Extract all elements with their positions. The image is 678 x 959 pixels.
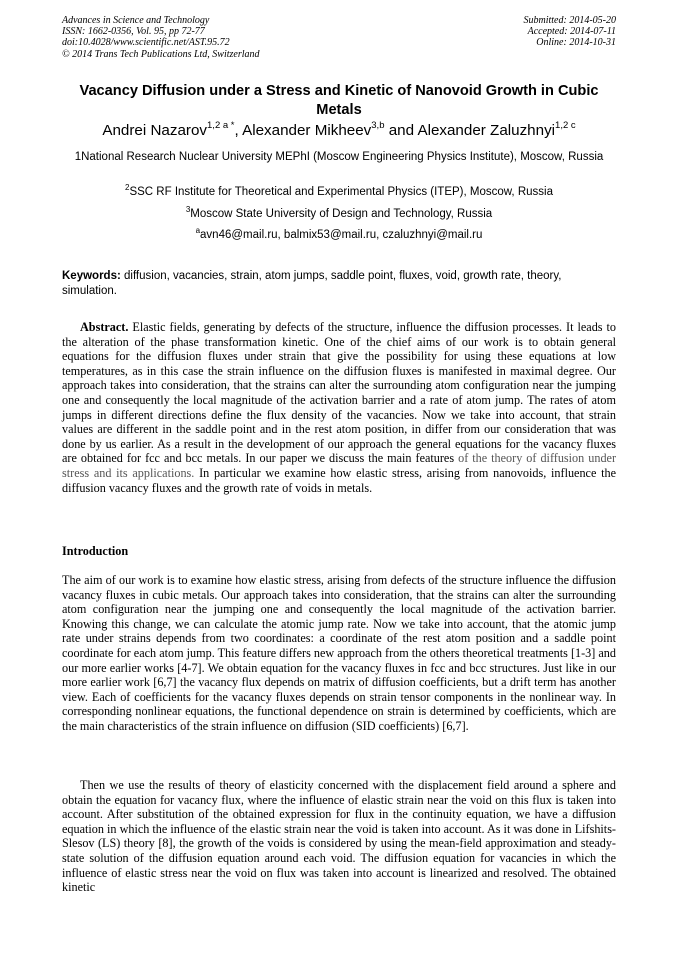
abstract-text-gray: of the theory of diffusion under stress and its applications. bbox=[62, 451, 617, 480]
introduction-paragraph-2: Then we use the results of theory of elasticity concerned with the displacement field around a sphere and obtain the equation for vacancy flux, where the influence of elastic strain near the void on this flux is taken into account. After substitution of the obtained expression for flux in the continuity equation, we have a diffusion equation in which the influence of the elastic strain near the void is taken into account. As it was done in Lifshits-Slesov (LS) theory [8], the growth of the voids is considered by using the mean-field approximation and steady-state solution of the diffusion equation around each void. The diffusion equation for vacancies in which the influence of elastic stress near the void on flux was taken into account is linearized and resolved. The obtained kinetic bbox=[62, 778, 616, 895]
introduction-heading: Introduction bbox=[62, 544, 129, 558]
submitted-date: Submitted: 2014-05-20 bbox=[523, 15, 616, 26]
author-affiliation-mark: 3,b bbox=[371, 120, 385, 131]
journal-doi: doi:10.4028/www.scientific.net/AST.95.72 bbox=[62, 37, 230, 49]
keywords-label: Keywords: bbox=[62, 270, 121, 282]
abstract-label: Abstract. bbox=[80, 320, 129, 334]
abstract-text: Elastic fields, generating by defects of the structure, influence the diffusion processes. It leads to the alteration of the phase transformation kinetic. One of the chief aims of our work is to obtain general equations for the diffusion fluxes under strain that give the possibility for using these equations at low temperatures, as in this case the strain influence on the diffusion fluxes is manifested in maximal degree. Our approach takes into consideration, that the strains can alter the surrounding atom configuration near the jumping one and consequently the local magnitude of the activation barrier and a rate of atom jump. The rates of atom jumps in different directions define the flux density of the vacancies. Now we take into account, that strain values are different in the saddle point and in the rest atom position, in differ from our consideration that was done by us earlier. As a result in the development of our approach the general equations for the vacancy fluxes are obtained for fcc and bcc metals. In our paper we discuss the main features bbox=[62, 320, 616, 466]
abstract-text-end: In particular we examine how elastic stress, arising from nanovoids, influence the diffusion vacancy fluxes and the growth rate of voids in metals. bbox=[62, 465, 616, 495]
author-name: Alexander Zaluzhnyi bbox=[417, 122, 556, 139]
affiliation-mark: 2 bbox=[125, 183, 130, 192]
journal-issn: ISSN: 1662-0356, Vol. 95, pp 72-77 bbox=[62, 26, 205, 38]
affiliation-text: 1National Research Nuclear University MEPhI (Moscow Engineering Physics Institute), Moscow, Russia bbox=[74, 151, 604, 163]
email-mark: a bbox=[195, 226, 201, 235]
dates-block bbox=[524, 15, 617, 49]
email-list: avn46@mail.ru, balmix53@mail.ru, czaluzhnyi@mail.ru bbox=[200, 229, 483, 241]
paper-title: Vacancy Diffusion under a Stress and Kinetic of Nanovoid Growth in Cubic Metals bbox=[79, 83, 599, 118]
keywords-block bbox=[62, 269, 616, 298]
affiliation-mark: 3 bbox=[185, 205, 191, 214]
author-affiliation-mark: 1,2 c bbox=[555, 120, 576, 131]
keywords-text: diffusion, vacancies, strain, atom jumps, saddle point, fluxes, void, growth rate, theory, simulation. bbox=[62, 270, 562, 297]
abstract-block bbox=[62, 320, 616, 495]
affiliation-text: SSC RF Institute for Theoretical and Experimental Physics (ITEP), Moscow, Russia bbox=[129, 186, 553, 198]
journal-name: Advances in Science and Technology bbox=[62, 15, 210, 26]
author-name: Alexander Mikheev bbox=[242, 122, 372, 139]
accepted-date: Accepted: 2014-07-11 bbox=[527, 26, 616, 38]
journal-copyright: © 2014 Trans Tech Publications Ltd, Switzerland bbox=[62, 48, 260, 60]
online-date: Online: 2014-10-31 bbox=[536, 37, 616, 49]
author-name: Andrei Nazarov bbox=[102, 122, 208, 139]
author-list bbox=[62, 122, 616, 140]
author-affiliation-mark: 1,2 a * bbox=[207, 120, 235, 131]
affiliation-3 bbox=[62, 207, 616, 222]
author-emails bbox=[62, 228, 616, 243]
author-separator: and bbox=[384, 122, 418, 139]
journal-info-block bbox=[62, 15, 260, 60]
affiliation-1 bbox=[62, 150, 616, 165]
introduction-paragraph-1: The aim of our work is to examine how elastic stress, arising from defects of the structure influence the diffusion vacancy fluxes in cubic metals. Our approach takes into consideration, that the strains can alter the surrounding atom configuration near the jumping one and consequently the local magnitude of the activation barrier. Knowing this change, we can calculate the atomic jump rate. Now we take into account, that the atomic jump rate under strains depends from two coordinates: a coordinate of the rest atom position and a saddle point coordinate for each atom jump. This feature differs new approach from the others theoretical treatments [1-3] and our more earlier works [4-7]. We obtain equation for the vacancy fluxes in fcc and bcc structures. Just like in our more earlier work [6,7] the vacancy flux depends on matrix of diffusion coefficients, but a drift term has another view. Each of coefficients for the vacancy fluxes depends on strain tensor components in the nonlinear way. In corresponding nonlinear equations, the functional dependence on strain is determined by coefficients, which are the main characteristics of the strain influence on diffusion (SID coefficients) [6,7]. bbox=[62, 573, 616, 733]
author-separator: , bbox=[234, 122, 243, 139]
affiliation-2 bbox=[62, 185, 616, 200]
affiliation-text: Moscow State University of Design and Technology, Russia bbox=[190, 208, 493, 220]
